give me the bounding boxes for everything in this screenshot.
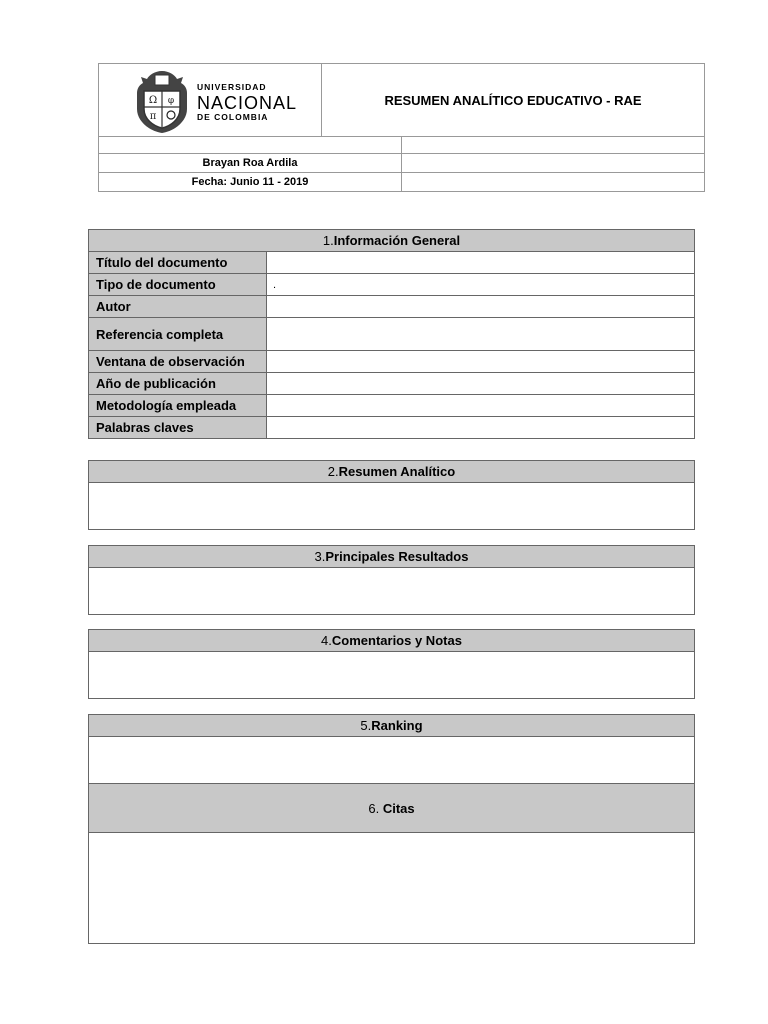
section-label: Resumen Analítico	[338, 464, 456, 479]
info-row-label: Referencia completa	[89, 318, 267, 351]
info-general-table	[88, 229, 695, 439]
svg-text:π: π	[149, 111, 157, 122]
info-row-value[interactable]: .	[267, 274, 695, 296]
info-row-value[interactable]	[267, 417, 695, 439]
section-label: Citas	[382, 800, 415, 816]
info-row-label: Título del documento	[89, 252, 267, 274]
info-row-value[interactable]	[267, 351, 695, 373]
section-number: 1.	[322, 233, 334, 248]
citas-heading	[89, 784, 695, 833]
comentarios-notas-table	[88, 629, 695, 699]
header-empty-cell	[402, 173, 705, 192]
principales-resultados-body[interactable]	[89, 568, 695, 615]
section-number: 4.	[321, 633, 332, 648]
principales-resultados-table	[88, 545, 695, 615]
university-logo	[133, 69, 297, 135]
section-label: Ranking	[371, 718, 423, 733]
section-number: 3.	[314, 549, 326, 564]
section-label: Principales Resultados	[325, 549, 469, 564]
principales-resultados-heading	[89, 546, 695, 568]
ranking-body[interactable]	[89, 737, 695, 784]
info-row-label: Año de publicación	[89, 373, 267, 395]
section-number: 6.	[368, 800, 383, 816]
document-date: Fecha: Junio 11 - 2019	[99, 173, 402, 192]
ranking-heading	[89, 715, 695, 737]
info-row-label: Autor	[89, 296, 267, 318]
comentarios-notas-body[interactable]	[89, 652, 695, 699]
info-row-titulo	[89, 252, 695, 274]
svg-text:φ: φ	[167, 96, 175, 106]
section-label: Información General	[333, 233, 461, 248]
info-row-value[interactable]	[267, 296, 695, 318]
header-empty-cell	[402, 154, 705, 173]
info-row-label: Metodología empleada	[89, 395, 267, 417]
citas-body[interactable]	[89, 833, 695, 944]
document-title: RESUMEN ANALÍTICO EDUCATIVO - RAE	[322, 64, 705, 137]
section-number: 5.	[360, 718, 372, 733]
resumen-analitico-heading	[89, 461, 695, 483]
document-header	[98, 63, 705, 192]
section-number: 2.	[327, 464, 339, 479]
ranking-citas-table	[88, 714, 695, 944]
resumen-analitico-table	[88, 460, 695, 530]
logo-text-line1: UNIVERSIDAD	[197, 82, 267, 92]
resumen-analitico-body[interactable]	[89, 483, 695, 530]
info-row-palabras	[89, 417, 695, 439]
logo-cell	[99, 64, 322, 137]
info-row-autor	[89, 296, 695, 318]
info-row-label: Palabras claves	[89, 417, 267, 439]
info-row-value[interactable]	[267, 318, 695, 351]
info-row-anio	[89, 373, 695, 395]
svg-text:Ω: Ω	[148, 95, 158, 106]
info-row-label: Tipo de documento	[89, 274, 267, 296]
coat-of-arms-icon	[133, 69, 191, 135]
info-row-referencia	[89, 318, 695, 351]
info-row-value[interactable]	[267, 373, 695, 395]
header-empty-cell	[402, 137, 705, 154]
logo-text-line2: NACIONAL	[197, 92, 298, 113]
info-row-value[interactable]	[267, 395, 695, 417]
info-row-value[interactable]	[267, 252, 695, 274]
info-row-tipo	[89, 274, 695, 296]
author-name: Brayan Roa Ardila	[99, 154, 402, 173]
comentarios-notas-heading	[89, 630, 695, 652]
header-empty-cell	[99, 137, 402, 154]
info-row-label: Ventana de observación	[89, 351, 267, 373]
info-row-ventana	[89, 351, 695, 373]
logo-text-line3: DE COLOMBIA	[197, 111, 269, 122]
info-row-metodologia	[89, 395, 695, 417]
section-label: Comentarios y Notas	[331, 633, 462, 648]
info-general-heading	[89, 230, 695, 252]
